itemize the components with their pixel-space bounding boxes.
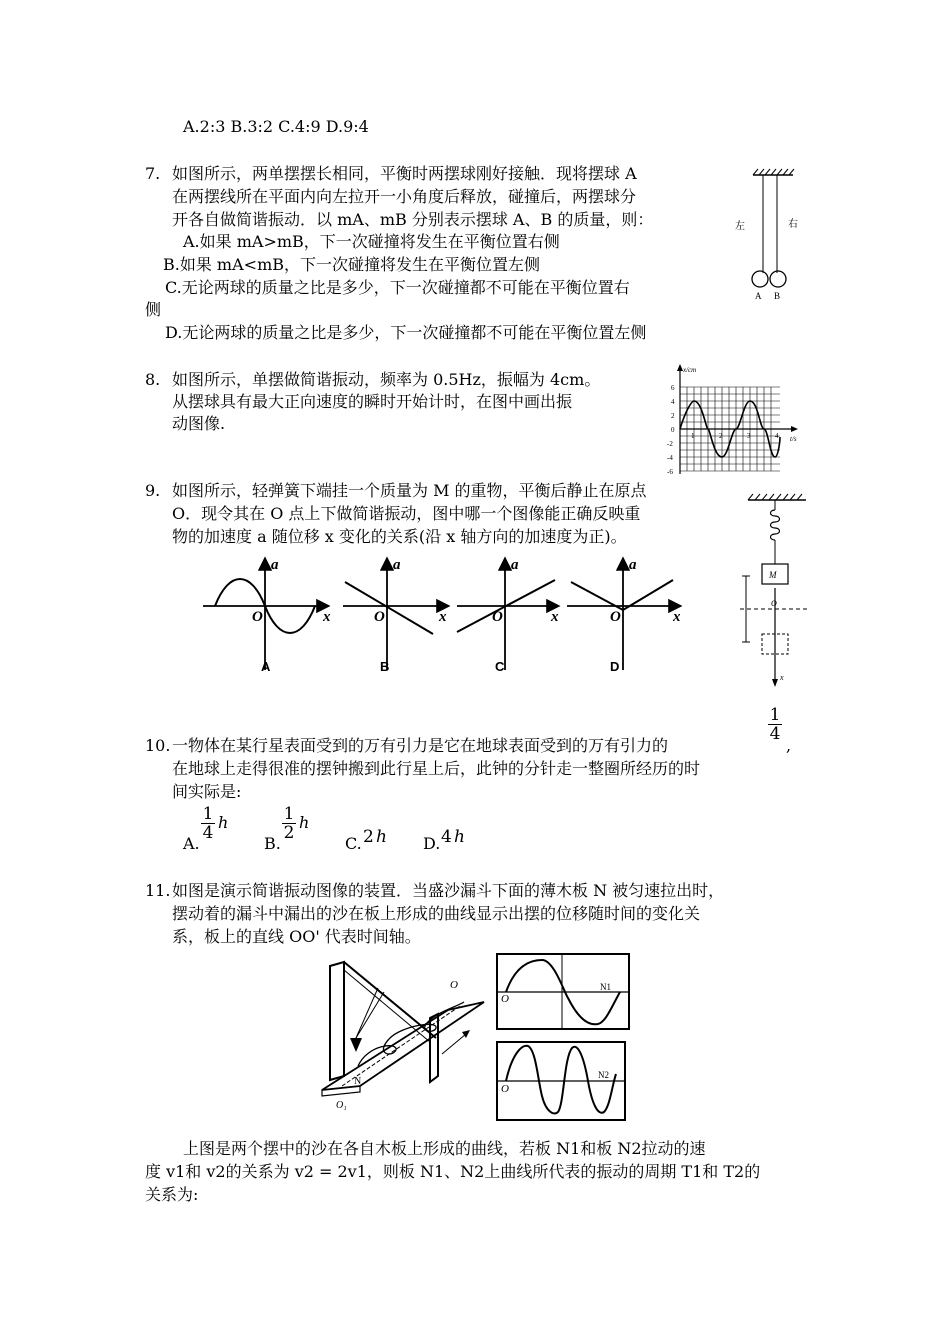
q11-o-top-label: O <box>450 979 458 991</box>
q9-c-axis-x: x <box>551 609 559 625</box>
q9-spring-axis-label: x <box>780 673 784 682</box>
q11-stem-line2: 摆动着的漏斗中漏出的沙在板上形成的曲线显示出摆的位移随时间的变化关 <box>172 904 701 923</box>
q8-y-tick: -2 <box>667 440 673 448</box>
q9-stem-line1: 如图所示，轻弹簧下端挂一个质量为 M 的重物，平衡后静止在原点 <box>172 481 647 500</box>
q8-x-tick: 4 <box>775 432 779 440</box>
q10-stem-line2: 在地球上走得很准的摆钟搬到此行星上后，此钟的分针走一整圈所经历的时 <box>172 759 701 778</box>
q7-option-c: C.无论两球的质量之比是多少，下一次碰撞都不可能在平衡位置右 <box>165 278 630 297</box>
q8-x-tick: 3 <box>747 432 751 440</box>
q10-option-c-unit: h <box>376 827 387 847</box>
q10-option-d-value: 4 <box>441 827 452 847</box>
q8-stem-line3: 动图像. <box>172 414 226 433</box>
q10-option-b-label: B. <box>264 834 281 853</box>
q10-option-b-unit: h <box>299 813 310 832</box>
q7-option-b: B.如果 mA<mB，下一次碰撞将发生在平衡位置左侧 <box>163 255 540 274</box>
q11-origin-2: O <box>501 1083 509 1095</box>
q7-number: 7. <box>145 164 161 183</box>
q10-option-b-fraction <box>282 805 296 842</box>
q9-number: 9. <box>145 481 161 500</box>
q9-graph-label-b: B <box>380 659 390 674</box>
q9-d-axis-x: x <box>673 609 681 625</box>
q6-options: A.2:3 B.3:2 C.4:9 D.9:4 <box>183 117 369 136</box>
q7-stem-line1: 如图所示，两单摆摆长相同，平衡时两摆球刚好接触．现将摆球 A <box>172 164 637 183</box>
q9-b-axis-a: a <box>393 557 401 573</box>
q10-option-a-unit: h <box>218 813 229 832</box>
q9-stem-line2: O．现令其在 O 点上下做简谐振动，图中哪一个图像能正确反映重 <box>172 504 641 523</box>
q8-y-tick: -4 <box>667 454 673 462</box>
q9-a-origin: O <box>252 609 263 625</box>
q11-apparatus-figure <box>318 958 493 1118</box>
q8-y-tick: 0 <box>671 426 675 434</box>
q7-option-a: A.如果 mA>mB，下一次碰撞将发生在平衡位置右侧 <box>183 232 560 251</box>
q11-board-label: N <box>354 1076 362 1087</box>
q10-option-d-label: D. <box>423 834 441 853</box>
q8-y-tick: -6 <box>667 468 673 476</box>
q8-x-tick: 1 <box>691 432 695 440</box>
q8-y-tick: 6 <box>671 384 675 392</box>
q7-ball-a-label: A <box>755 291 762 301</box>
q11-number: 11. <box>145 881 171 900</box>
q7-stem-line3: 开各自做简谐振动．以 mA、mB 分别表示摆球 A、B 的质量，则： <box>172 210 654 229</box>
q9-graph-label-d: D <box>610 659 620 674</box>
q8-y-tick: 4 <box>671 398 675 406</box>
q7-option-d: D.无论两球的质量之比是多少，下一次碰撞都不可能在平衡位置左侧 <box>165 323 647 342</box>
q10-option-b-num: 1 <box>283 804 295 824</box>
q9-c-origin: O <box>492 609 503 625</box>
q11-para-line3: 关系为: <box>145 1185 199 1204</box>
q9-stem-line3: 物的加速度 a 随位移 x 变化的关系(沿 x 轴方向的加速度为正)。 <box>172 527 627 546</box>
q10-option-c-value: 2 <box>363 827 374 847</box>
q7-ball-b-label: B <box>774 291 781 301</box>
q11-origin-1: O <box>501 993 509 1005</box>
q9-graph-label-a: A <box>261 659 271 674</box>
q10-option-a-fraction <box>201 805 215 842</box>
q9-b-origin: O <box>374 609 385 625</box>
q10-fraction-comma: , <box>786 736 792 755</box>
q10-stem-line3: 间实际是: <box>172 782 242 801</box>
q10-option-a-label: A. <box>183 834 200 853</box>
q9-b-axis-x: x <box>439 609 447 625</box>
q9-spring-mass-label: M <box>769 570 777 580</box>
q7-left-label: 左 <box>735 221 745 232</box>
q10-option-b-den: 2 <box>283 823 295 843</box>
q10-option-a-den: 4 <box>202 823 214 843</box>
q10-stem-line1: 一物体在某行星表面受到的万有引力是它在地球表面受到的万有引力的 <box>172 736 669 755</box>
q7-stem-line2: 在两摆线所在平面内向左拉开一小角度后释放，碰撞后，两摆球分 <box>172 187 637 206</box>
q10-option-c-label: C. <box>345 834 362 853</box>
q8-stem-line1: 如图所示，单摆做简谐振动，频率为 0.5Hz，振幅为 4cm。 <box>172 370 601 389</box>
q8-vibration-graph <box>662 362 802 477</box>
q10-fraction-den: 4 <box>769 724 781 744</box>
q8-stem-line2: 从摆球具有最大正向速度的瞬时开始计时，在图中画出振 <box>172 392 573 411</box>
q10-fraction-num: 1 <box>769 705 781 725</box>
q9-graph-label-c: C <box>495 659 505 674</box>
q8-y-tick: 2 <box>671 412 675 420</box>
q11-sand-curves-figure <box>492 946 637 1126</box>
q11-n1-label: N1 <box>600 982 611 992</box>
q9-spring-origin-label: O <box>771 599 777 608</box>
q10-option-a-num: 1 <box>202 804 214 824</box>
q8-number: 8. <box>145 370 161 389</box>
q7-pendulum-figure <box>733 165 803 305</box>
q10-number: 10. <box>145 736 171 755</box>
q9-spring-figure <box>738 488 813 688</box>
q7-right-label: 右 <box>788 219 798 230</box>
q11-o-bottom-label: O₁ <box>336 1100 347 1111</box>
q9-c-axis-a: a <box>511 557 519 573</box>
q9-a-axis-x: x <box>323 609 331 625</box>
q9-a-axis-a: a <box>271 557 279 573</box>
q11-n2-label: N2 <box>598 1070 609 1080</box>
q9-d-axis-a: a <box>629 557 637 573</box>
q10-option-d-unit: h <box>454 827 465 847</box>
q11-para-line2: 度 v1和 v2的关系为 v2 = 2v1，则板 N1、N2上曲线所代表的振动的周期 T1和 T2的 <box>145 1162 761 1181</box>
q11-stem-line1: 如图是演示简谐振动图像的装置．当盛沙漏斗下面的薄木板 N 被匀速拉出时， <box>172 881 725 900</box>
q10-fraction <box>768 706 782 743</box>
q8-x-tick: 2 <box>719 432 723 440</box>
q11-stem-line3: 系，板上的直线 OO' 代表时间轴。 <box>172 927 421 946</box>
q8-x-axis-label: t/s <box>790 435 797 443</box>
q9-d-origin: O <box>610 609 621 625</box>
q11-para-line1: 上图是两个摆中的沙在各自木板上形成的曲线，若板 N1和板 N2拉动的速 <box>183 1139 706 1158</box>
q8-y-axis-label: x/cm <box>683 366 697 374</box>
q7-option-c-cont: 侧 <box>145 300 162 319</box>
